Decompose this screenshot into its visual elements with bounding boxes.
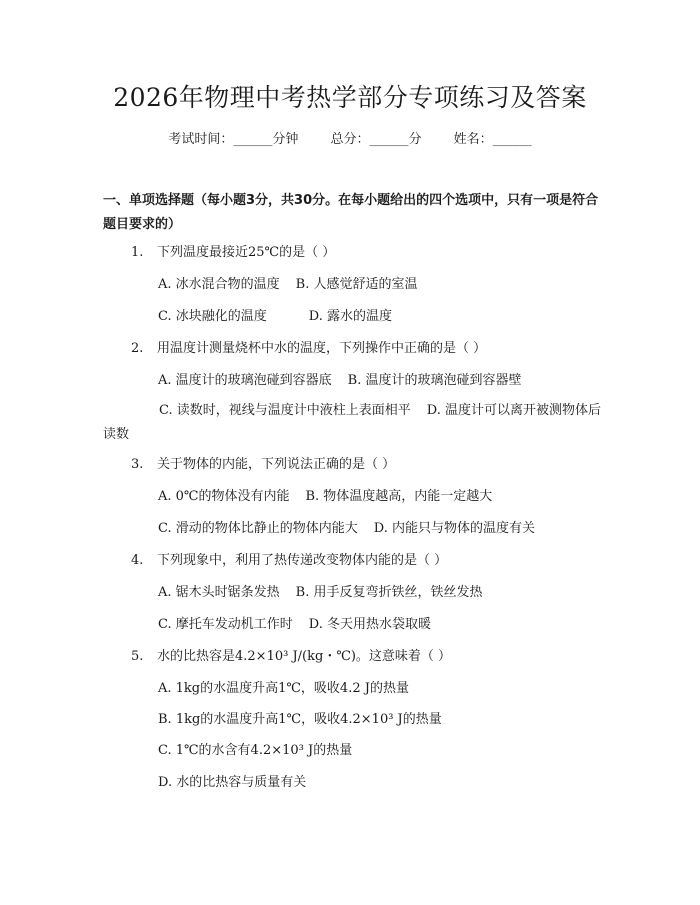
option-d: D. 内能只与物体的温度有关 — [373, 521, 535, 536]
option-b: B. 温度计的玻璃泡碰到容器壁 — [347, 373, 522, 388]
question-stem: 下列温度最接近25℃的是（ ） — [157, 245, 336, 260]
option-d: D. 冬天用热水袋取暖 — [308, 617, 431, 632]
question-4-options-row-1 — [158, 583, 482, 603]
question-stem: 下列现象中，利用了热传递改变物体内能的是（ ） — [157, 553, 448, 568]
question-3 — [131, 455, 395, 475]
question-stem: 关于物体的内能，下列说法正确的是（ ） — [157, 457, 396, 472]
question-1-options-row-1 — [158, 275, 417, 295]
exam-meta-line — [0, 130, 700, 150]
question-5 — [131, 647, 451, 667]
question-1 — [131, 243, 335, 263]
question-3-options-row-2 — [158, 519, 535, 539]
section-heading: 一、单项选择题（每小题3分，共30分。在每小题给出的四个选项中，只有一项是符合题目要求的） — [103, 193, 599, 232]
question-number: 2. — [131, 341, 144, 356]
exam-time-field: 考试时间：______分钟 — [168, 132, 299, 147]
option-d: D. 露水的温度 — [308, 309, 392, 324]
option-b: B. 用手反复弯折铁丝，铁丝发热 — [295, 585, 483, 600]
option-b: B. 物体温度越高，内能一定越大 — [305, 489, 493, 504]
question-3-options-row-1 — [158, 487, 492, 507]
question-number: 1. — [131, 245, 144, 260]
question-5-option-c — [158, 741, 352, 761]
question-5-option-b — [158, 710, 442, 730]
option-c: C. 读数时，视线与温度计中液柱上表面相平 — [159, 403, 411, 418]
option-c: C. 摩托车发动机工作时 — [158, 617, 293, 632]
question-number: 4. — [131, 553, 144, 568]
question-stem: 水的比热容是4.2×10³ J/(kg・℃)。这意味着（ ） — [157, 649, 452, 664]
option-c: C. 滑动的物体比静止的物体内能大 — [158, 521, 358, 536]
option-a: A. 0℃的物体没有内能 — [158, 489, 290, 504]
question-1-options-row-2 — [158, 307, 392, 327]
option-b: B. 人感觉舒适的室温 — [295, 277, 418, 292]
total-score-field: 总分：______分 — [330, 132, 422, 147]
question-stem: 用温度计测量烧杯中水的温度，下列操作中正确的是（ ） — [157, 341, 487, 356]
question-2 — [131, 339, 486, 359]
option-d: D. 温度计可以离开被测物体后读数 — [103, 403, 601, 442]
option-d: D. 水的比热容与质量有关 — [158, 775, 307, 790]
question-5-option-d — [158, 773, 306, 793]
option-b: B. 1kg的水温度升高1℃，吸收4.2×10³ J的热量 — [158, 712, 442, 727]
option-c: C. 冰块融化的温度 — [158, 309, 267, 324]
question-5-option-a — [158, 679, 409, 699]
option-a: A. 锯木头时锯条发热 — [158, 585, 280, 600]
question-4 — [131, 551, 447, 571]
option-c: C. 1℃的水含有4.2×10³ J的热量 — [158, 743, 353, 758]
option-a: A. 冰水混合物的温度 — [158, 277, 280, 292]
option-a: A. 温度计的玻璃泡碰到容器底 — [158, 373, 332, 388]
question-number: 3. — [131, 457, 144, 472]
question-2-options-row-2 — [103, 399, 603, 447]
question-number: 5. — [131, 649, 144, 664]
question-4-options-row-2 — [158, 615, 431, 635]
student-name-field: 姓名：______ — [453, 132, 532, 147]
option-a: A. 1kg的水温度升高1℃，吸收4.2 J的热量 — [158, 681, 409, 696]
question-2-options-row-1 — [158, 371, 521, 391]
page-title: 2026年物理中考热学部分专项练习及答案 — [113, 83, 587, 112]
